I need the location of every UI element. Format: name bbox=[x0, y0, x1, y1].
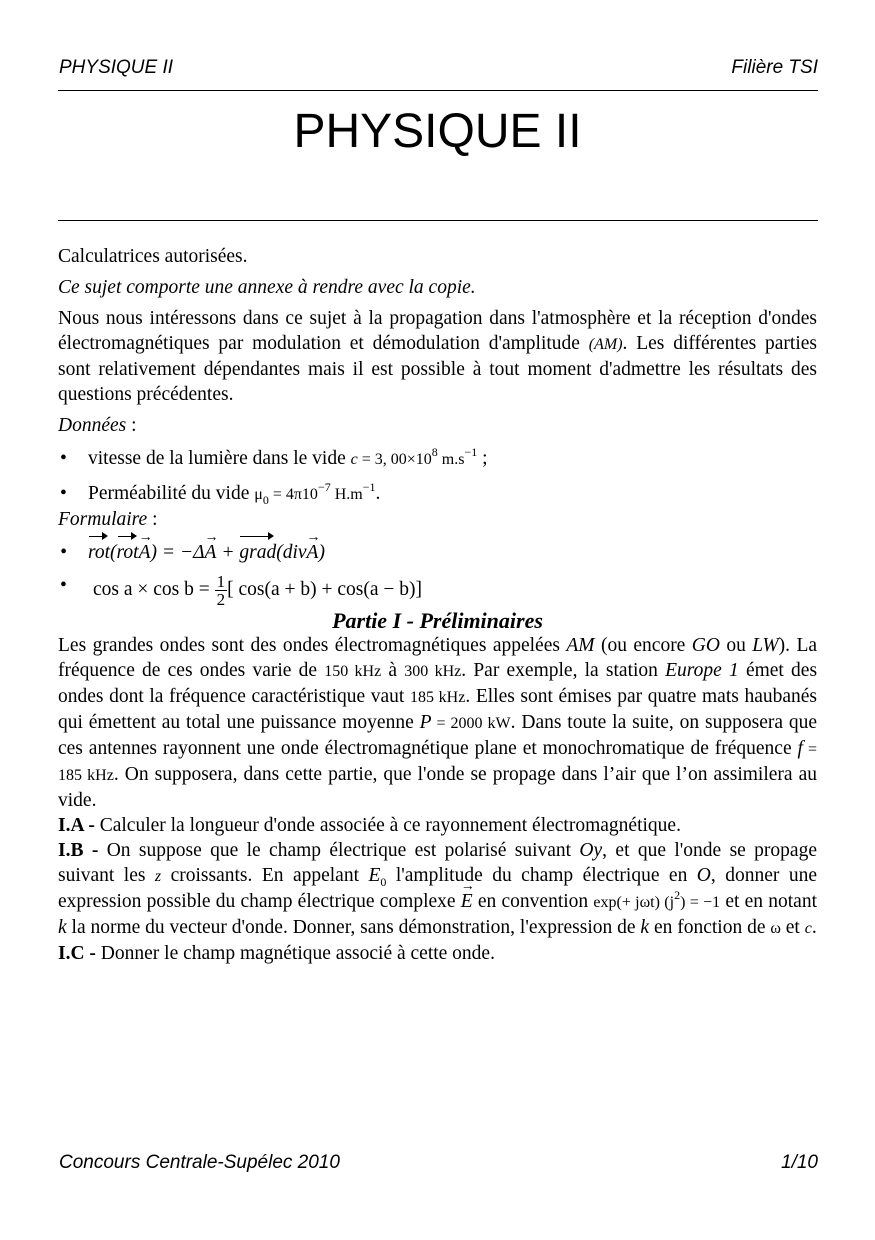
formulaire-heading: Formulaire : bbox=[58, 509, 158, 530]
donnees-item-light-speed: • vitesse de la lumière dans le vide c = 3, $00\times 10^8$ $m.s^{-1}$ ; bbox=[58, 446, 817, 472]
intro-paragraph: Nous nous intéressons dans ce sujet à la propagation dans l'atmosphère et la réception d'ondes électromagnétiques par modulation et démodulation d'amplitude (AM). Les différentes parties sont relativement dépendantes mais il est possible à tout moment d'admettre les résultats des questions précédentes. bbox=[58, 308, 817, 405]
formula-cos-product: • cos a × cos b = $\frac{1}{2}$ [ cos(a + b) + cos(a − b)] bbox=[58, 573, 817, 608]
question-ib: I.B - On suppose que le champ électrique est polarisé suivant Oy, et que l'onde se propage suivant les z croissants. En appelant $E_0$ l'amplitude du champ électrique en O, donner une expression possible du champ électrique complexe → E en convention exp(+ jωt) $(j^2) = -1$ et en notant k la norme du vecteur d'onde. Donner, sans démonstration, l'expression de k en fonction de ω et c. bbox=[58, 838, 817, 941]
annex-note: Ce sujet comporte une annexe à rendre avec la copie. bbox=[58, 277, 476, 298]
donnees-item-permeability: • Perméabilité du vide $\mu_0 = 4\pi 10^{-7}$ $H.m^{-1}$. bbox=[58, 481, 817, 507]
page-number: 1/10 bbox=[781, 1152, 818, 1173]
header-right: Filière TSI bbox=[731, 57, 818, 78]
main-content bbox=[58, 244, 817, 966]
question-ia: I.A - Calculer la longueur d'onde associée à ce rayonnement électromagnétique. bbox=[58, 815, 681, 836]
fraction-one-half: $\frac{1}{2}$ bbox=[216, 572, 226, 609]
header-left: PHYSIQUE II bbox=[59, 57, 174, 78]
calculators-note: Calculatrices autorisées. bbox=[58, 246, 248, 267]
header-rule bbox=[58, 90, 818, 91]
formula-rot-rot: • rot(rot→ A) = −Δ→ A + grad(div→ A) bbox=[58, 540, 817, 565]
question-ic: I.C - Donner le champ magnétique associé à cette onde. bbox=[58, 943, 495, 964]
title-rule bbox=[58, 220, 818, 221]
page-title: PHYSIQUE II bbox=[293, 105, 582, 158]
donnees-heading: Données : bbox=[58, 415, 137, 436]
part-1-paragraph: Les grandes ondes sont des ondes électromagnétiques appelées AM (ou encore GO ou LW). La fréquence de ces ondes varie de 150 kHz à 300 kHz. Par exemple, la station Europe 1 émet des ondes dont la fréquence caractéristique vaut 185 kHz. Elles sont émises par quatre mats haubanés qui émettent au total une puissance moyenne P = 2000 kW. Dans toute la suite, on supposera que ces antennes rayonnent une onde électromagnétique plane et monochromatique de fréquence f = 185 kHz. On supposera, dans cette partie, que l'onde se propage dans l’air que l’on assimilera au vide. bbox=[58, 635, 818, 811]
part-1-title: Partie I - Préliminaires bbox=[332, 608, 543, 633]
footer-left: Concours Centrale-Supélec 2010 bbox=[59, 1152, 340, 1173]
